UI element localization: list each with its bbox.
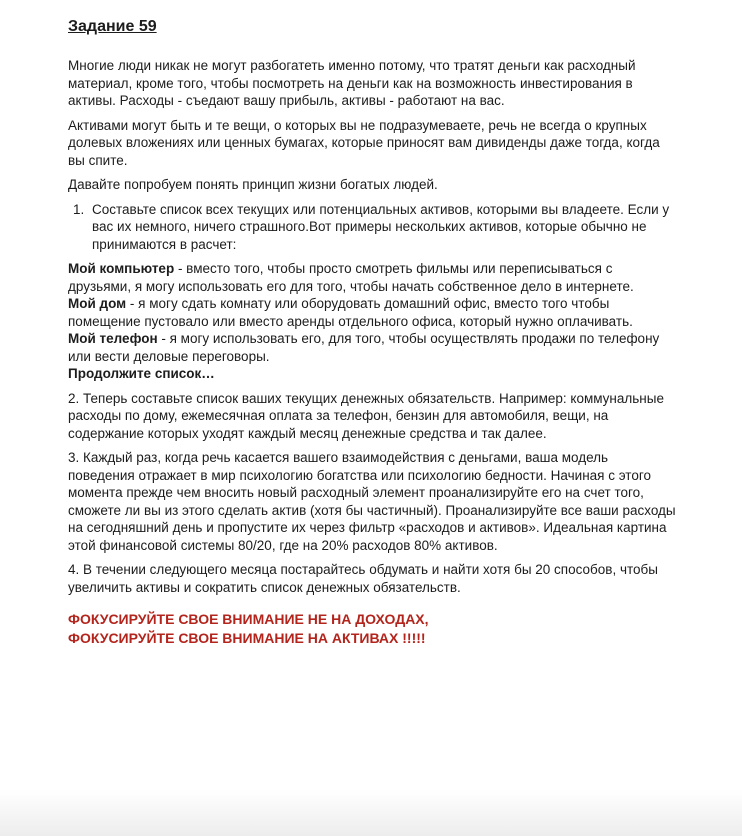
asset-example-home xyxy=(68,295,676,330)
asset-description: - я могу сдать комнату или оборудовать домашний офис, вместо того чтобы помещение пустовало или вместо аренды отдельного офиса, который нужно оплачивать. xyxy=(68,296,633,329)
task-1-number: 1. xyxy=(73,201,85,217)
continue-list-prompt: Продолжите список… xyxy=(68,366,215,381)
asset-example-computer xyxy=(68,260,676,295)
focus-warning-block xyxy=(68,610,676,648)
intro-paragraph: Многие люди никак не могут разбогатеть именно потому, что тратят деньги как расходный материал, кроме того, чтобы посмотреть на деньги как на возможность инвестирования в активы. Расходы - съедают вашу прибыль, активы - работают на вас. xyxy=(68,58,636,108)
asset-term: Мой телефон xyxy=(68,331,158,346)
task-1-text: Составьте список всех текущих или потенциальных активов, которыми вы владеете. Если у вас их немного, ничего страшного.Вот примеры нескольких активов, которые обычно не принимаются в расчет: xyxy=(92,201,670,252)
page-bottom-edge xyxy=(0,790,742,836)
asset-term: Мой компьютер xyxy=(68,261,175,276)
page-title: Задание 59 xyxy=(68,18,157,35)
lead-in-paragraph: Давайте попробуем понять принцип жизни богатых людей. xyxy=(68,177,438,192)
task-3-paragraph: 3. Каждый раз, когда речь касается вашего взаимодействия с деньгами, ваша модель поведения отражает в мир психологию богатства или психологию бедности. Начиная с этого момента прежде чем вносить новый расходный элемент проанализируйте его на счет того, сможете ли вы из этого сделать актив (хотя бы частичный). Проанализируйте все ваши расходы на сегодняшний день и пропустите их через фильтр «расходов и активов». Идеальная картина этой финансовой системы 80/20, где на 20% расходов 80% активов. xyxy=(68,450,676,553)
task-4-paragraph: 4. В течении следующего месяца постарайтесь обдумать и найти хотя бы 20 способов, чтобы увеличить активы и сократить список денежных обязательств. xyxy=(68,562,658,595)
task-1-item xyxy=(68,201,676,254)
focus-warning-line-1: ФОКУСИРУЙТЕ СВОЕ ВНИМАНИЕ НЕ НА ДОХОДАХ, xyxy=(68,611,429,627)
assets-note-paragraph: Активами могут быть и те вещи, о которых вы не подразумеваете, речь не всегда о крупных долевых вложениях или ценных бумагах, которые приносят вам дивиденды даже тогда, когда вы спите. xyxy=(68,117,660,168)
asset-description: - я могу использовать его, для того, чтобы осуществлять продажи по телефону или вести деловые переговоры. xyxy=(68,331,660,364)
asset-description: - вместо того, чтобы просто смотреть фильмы или переписываться с друзьями, я могу использовать его для того, чтобы начать собственное дело в интернете. xyxy=(68,261,634,294)
asset-term: Мой дом xyxy=(68,296,127,311)
task-2-paragraph: 2. Теперь составьте список ваших текущих денежных обязательств. Например: коммунальные расходы по дому, ежемесячная оплата за телефон, бензин для автомобиля, вещи, на содержание которых уходят каждый месяц денежные средства и так далее. xyxy=(68,390,664,441)
asset-example-phone xyxy=(68,330,676,365)
focus-warning-line-2: ФОКУСИРУЙТЕ СВОЕ ВНИМАНИЕ НА АКТИВАХ !!!!! xyxy=(68,630,426,646)
asset-examples-block xyxy=(68,260,676,383)
